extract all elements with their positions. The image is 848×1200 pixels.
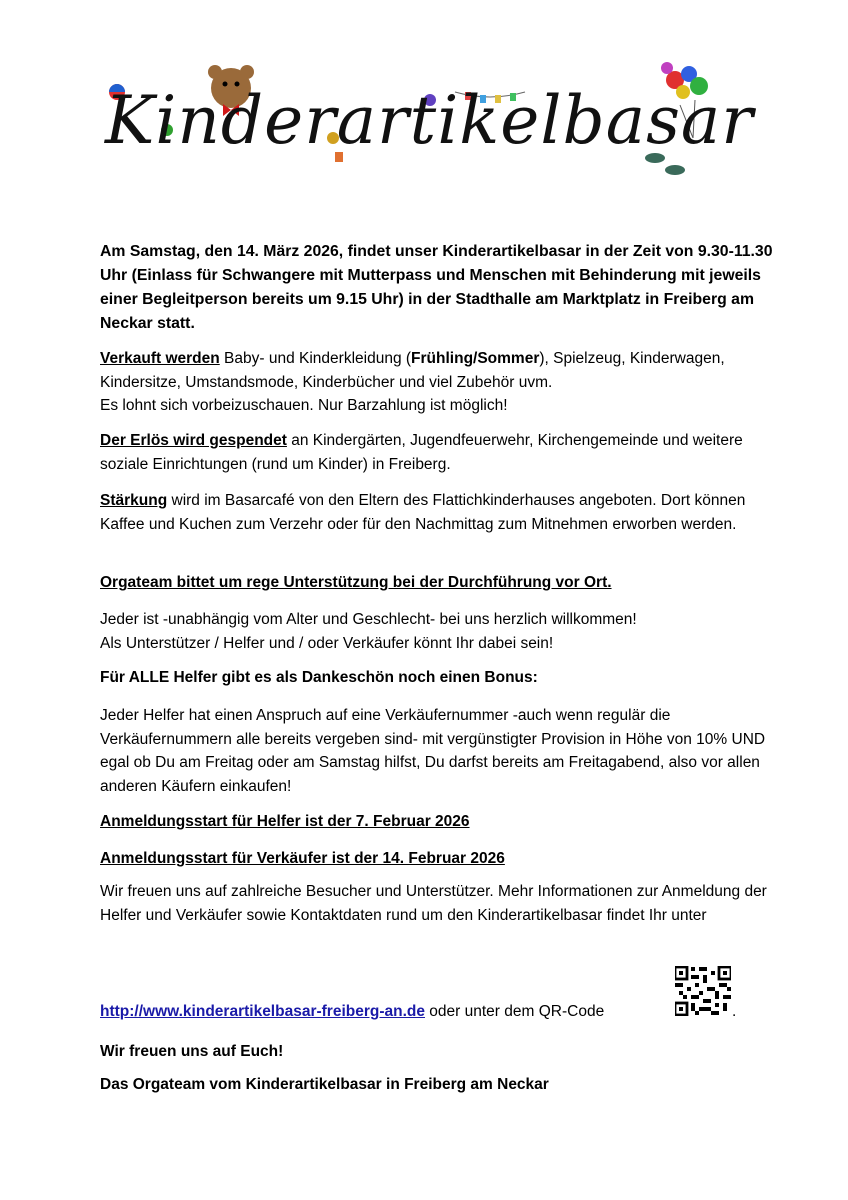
sold-items-text-b: ), Spielzeug, Kinderwagen, Kindersitze, Umstandsmode, Kinderbücher und viel Zubehör uvm. bbox=[100, 350, 725, 391]
donation-lead: Der Erlös wird gespendet bbox=[100, 432, 287, 449]
welcome-line2: Als Unterstützer / Helfer und / oder Verkäufer könnt Ihr dabei sein! bbox=[100, 634, 554, 652]
bonus-paragraph: Jeder Helfer hat einen Anspruch auf eine Verkäufernummer -auch wenn regulär die Verkäufernummern alle bereits vergeben sind- mit vergünstigter Provision in Höhe von 10% UND egal ob Du am Freitag oder am Samstag hilfst, Du darfst bereits am Freitagabend, also vor allen anderen Käufern einkaufen! bbox=[100, 707, 766, 795]
bonus-heading: Für ALLE Helfer gibt es als Dankeschön noch einen Bonus: bbox=[100, 669, 538, 686]
qr-hint-text: oder unter dem QR-Code bbox=[425, 1003, 605, 1020]
welcome-line1: Jeder ist -unabhängig vom Alter und Geschlecht- bei uns herzlich willkommen! bbox=[100, 611, 637, 628]
logo-text: Kinderartikelbasar bbox=[105, 82, 754, 159]
sold-items-line2: Es lohnt sich vorbeizuschauen. Nur Barzahlung ist möglich! bbox=[100, 397, 508, 414]
qr-code-icon[interactable] bbox=[675, 966, 731, 1016]
info-paragraph: Wir freuen uns auf zahlreiche Besucher und Unterstützer. Mehr Informationen zur Anmeldung der Helfer und Verkäufer sowie Kontaktdaten rund um den Kinderartikelbasar findet Ihr unter bbox=[100, 883, 767, 924]
closing-signature: Das Orgateam vom Kinderartikelbasar in Freiberg am Neckar bbox=[100, 1076, 549, 1093]
welcome-paragraph bbox=[100, 608, 780, 655]
qr-hint-end: . bbox=[732, 1003, 737, 1020]
sold-items-text-a: Baby- und Kinderkleidung ( bbox=[219, 350, 412, 367]
closing-greeting: Wir freuen uns auf Euch! bbox=[100, 1043, 284, 1060]
intro-paragraph: Am Samstag, den 14. März 2026, findet unser Kinderartikelbasar in der Zeit von 9.30-11.30 Uhr (Einlass für Schwangere mit Mutterpass und Menschen mit Behinderung mit jeweils einer Begleitperson bereits um 9.15 Uhr) in der Stadthalle am Marktplatz in Freiberg am Neckar statt. bbox=[100, 243, 773, 332]
donation-text: an Kindergärten, Jugendfeuerwehr, Kirchengemeinde und weitere soziale Einrichtungen (rund um Kinder) in Freiberg. bbox=[100, 432, 743, 473]
sold-items-lead: Verkauft werden bbox=[100, 350, 220, 367]
sold-items-paragraph bbox=[100, 347, 780, 418]
logo bbox=[95, 60, 754, 190]
season-label: Frühling/Sommer bbox=[411, 350, 540, 367]
refreshment-paragraph bbox=[100, 489, 780, 536]
donation-paragraph bbox=[100, 429, 780, 476]
helper-registration-start: Anmeldungsstart für Helfer ist der 7. Februar 2026 bbox=[100, 813, 470, 830]
orga-heading: Orgateam bittet um rege Unterstützung bei der Durchführung vor Ort. bbox=[100, 574, 612, 591]
refreshment-text: wird im Basarcafé von den Eltern des Flattichkinderhauses angeboten. Dort können Kaffee und Kuchen zum Verzehr oder für den Nachmittag zum Mitnehmen erworben werden. bbox=[100, 492, 746, 533]
seller-registration-start: Anmeldungsstart für Verkäufer ist der 14. Februar 2026 bbox=[100, 850, 505, 867]
refreshment-lead: Stärkung bbox=[100, 492, 168, 509]
website-link[interactable]: http://www.kinderartikelbasar-freiberg-an.de bbox=[100, 1003, 425, 1020]
